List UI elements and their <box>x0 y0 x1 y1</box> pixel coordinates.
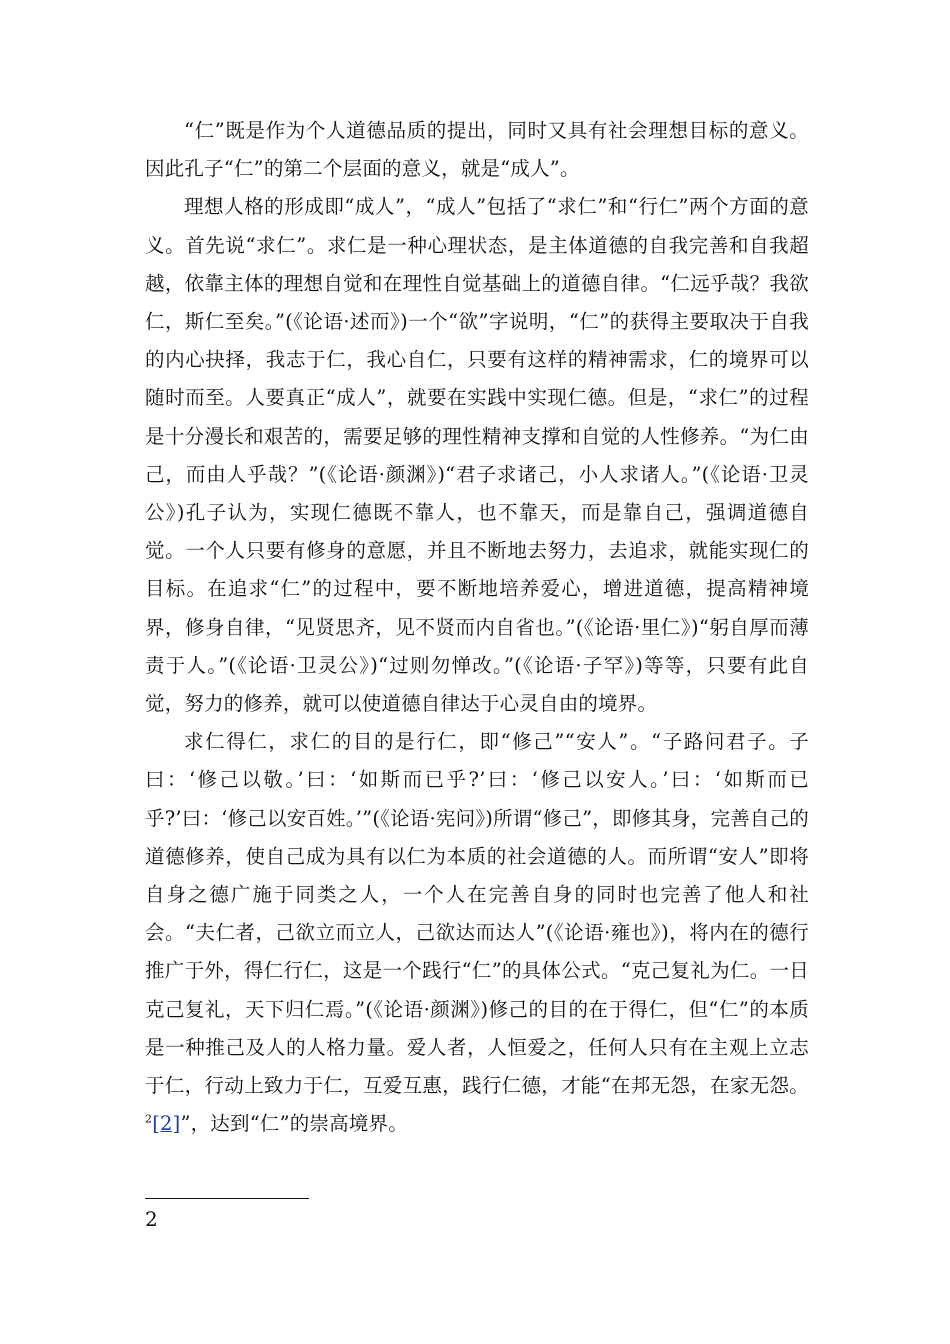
paragraph-2: 理想人格的形成即“成人”，“成人”包括了“求仁”和“行仁”两个方面的意义。首先说“求仁”。求仁是一种心理状态，是主体道德的自我完善和自我超越，依靠主体的理想自觉和在理性自觉基础上的道德自律。“仁远乎哉？我欲仁，斯仁至矣。”(《论语·述而》)一个“欲”字说明，“仁”的获得主要取决于自我的内心抉择，我志于仁，我心自仁，只要有这样的精神需求，仁的境界可以随时而至。人要真正“成人”，就要在实践中实现仁德。但是，“求仁”的过程是十分漫长和艰苦的，需要足够的理性精神支撑和自觉的人性修养。“为仁由己，而由人乎哉？”(《论语·颜渊》)“君子求诸己，小人求诸人。”(《论语·卫灵公》)孔子认为，实现仁德既不靠人，也不靠天，而是靠自己，强调道德自觉。一个人只要有修身的意愿，并且不断地去努力，去追求，就能实现仁的目标。在追求“仁”的过程中，要不断地培养爱心，增进道德，提高精神境界，修身自律，“见贤思齐，见不贤而内自省也。”(《论语·里仁》)“躬自厚而薄责于人。”(《论语·卫灵公》)“过则勿惮改。”(《论语·子罕》)等等，只要有此自觉，努力的修养，就可以使道德自律达于心灵自由的境界。 <box>145 195 809 716</box>
paragraph-1: “仁”既是作为个人道德品质的提出，同时又具有社会理想目标的意义。因此孔子“仁”的第二个层面的意义，就是“成人”。 <box>145 119 809 181</box>
footnote-link[interactable]: [2] <box>152 1112 181 1136</box>
footnote-separator <box>145 1198 309 1199</box>
document-body <box>145 112 809 1143</box>
footnote-superscript: 2 <box>145 1112 153 1126</box>
footnote-number: 2 <box>145 1207 158 1231</box>
paragraph-3 <box>145 723 809 1143</box>
paragraph-3-tail: ”，达到“仁”的崇高境界。 <box>180 1112 408 1136</box>
paragraph-3-text: 求仁得仁，求仁的目的是行仁，即“修己”“安人”。“子路问君子。子曰：‘修己以敬。’曰：‘如斯而已乎?’曰：‘修己以安人。’曰：‘如斯而已乎?’曰：‘修己以安百姓。’”(《论语·宪问》)所谓“修己”，即修其身，完善自己的道德修养，使自己成为具有以仁为本质的社会道德的人。而所谓“安人”即将自身之德广施于同类之人，一个人在完善自身的同时也完善了他人和社会。“夫仁者，己欲立而立人，己欲达而达人”(《论语·雍也》)，将内在的德行推广于外，得仁行仁，这是一个践行“仁”的具体公式。“克己复礼为仁。一日克己复礼，天下归仁焉。”(《论语·颜渊》)修己的目的在于得仁，但“仁”的本质是一种推己及人的人格力量。爱人者，人恒爱之，任何人只有在主观上立志于仁，行动上致力于仁，互爱互惠，践行仁德，才能“在邦无怨，在家无怨。 <box>145 730 809 1098</box>
